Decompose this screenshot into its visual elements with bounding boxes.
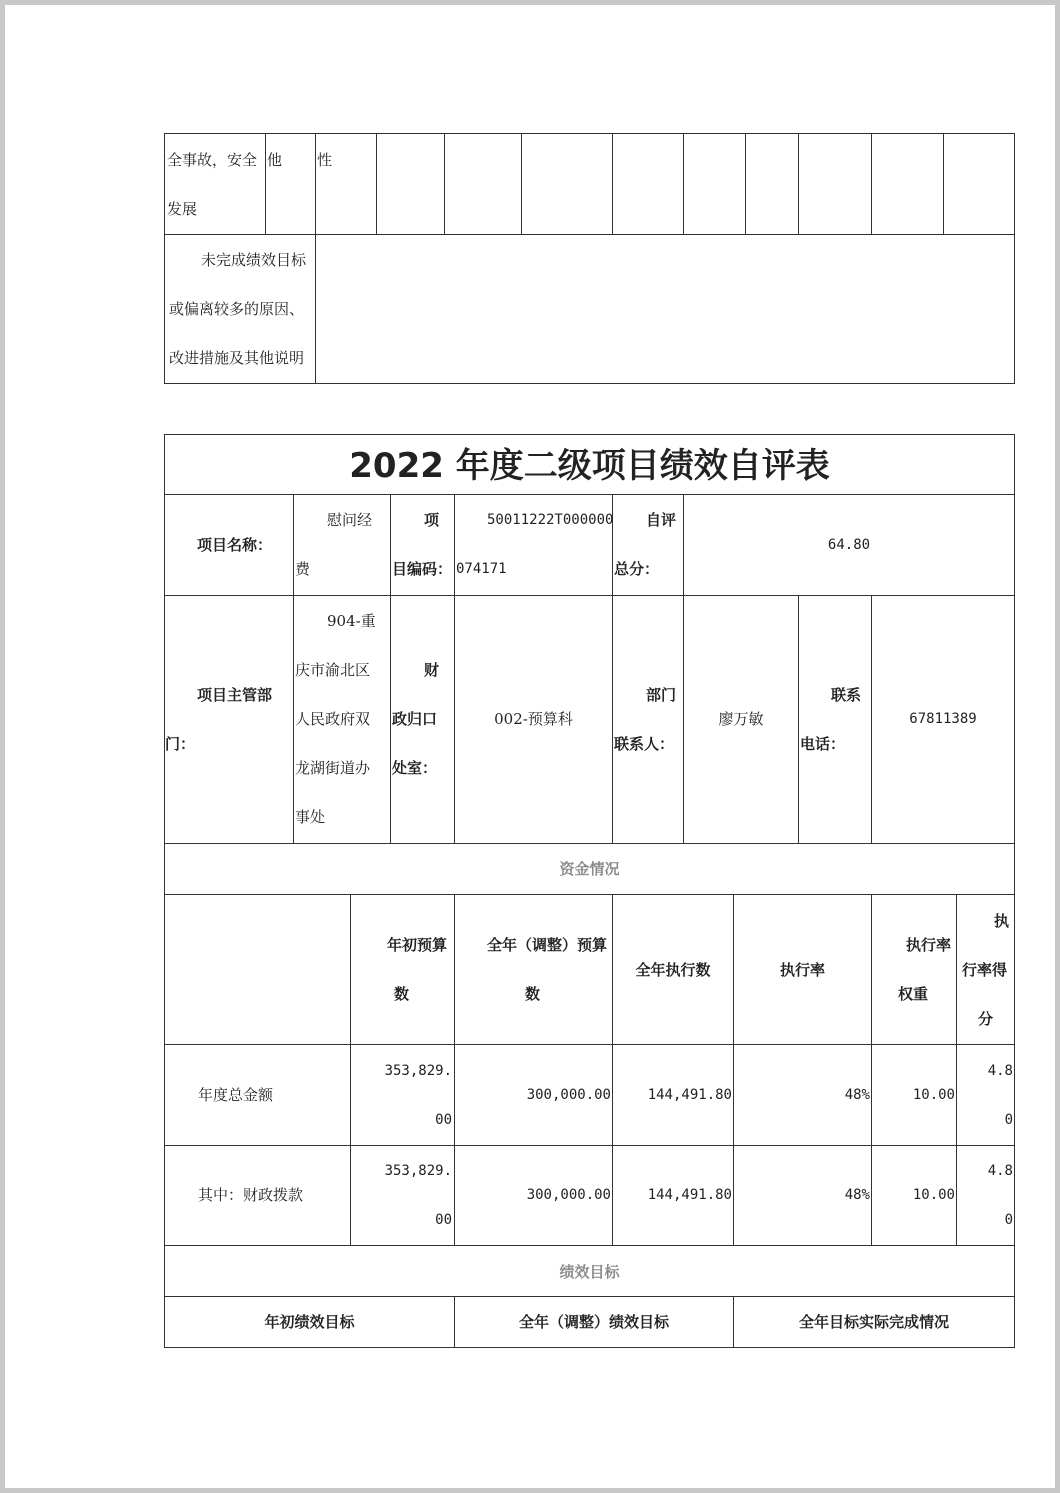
project-name-line2: 费 [295, 560, 311, 578]
header-adjusted-line1: 全年（调整）预算 [487, 936, 608, 954]
code-label-line2: 目编码： [392, 560, 453, 578]
header-weight-line1: 执行率 [906, 936, 952, 954]
targets-header-adjusted: 全年（调整）绩效目标 [518, 1313, 669, 1331]
code-label-line1: 项 [424, 511, 440, 529]
header-score-line1: 执 [994, 912, 1010, 930]
finance-label-line3: 处室： [392, 759, 438, 777]
funds-row1-adjusted: 300,000.00 [526, 1087, 611, 1103]
funds-row2-score-line2: 0 [1004, 1212, 1013, 1228]
document-page [5, 5, 1055, 1488]
funds-row2-score-line1: 4.8 [987, 1163, 1013, 1179]
dept-value-line2: 庆市渝北区 [295, 661, 371, 679]
score-value: 64.80 [827, 537, 871, 553]
phone-label-line2: 电话： [800, 735, 846, 753]
targets-header-initial: 年初绩效目标 [264, 1313, 355, 1331]
contact-label-line1: 部门 [646, 686, 677, 704]
targets-header-actual: 全年目标实际完成情况 [798, 1313, 949, 1331]
funds-row2-weight: 10.00 [912, 1187, 955, 1203]
table-title: 2022 年度二级项目绩效自评表 [349, 446, 830, 486]
score-label-line2: 总分： [614, 560, 660, 578]
project-name-line1: 慰问经 [327, 511, 373, 529]
targets-section-title: 绩效目标 [559, 1263, 620, 1281]
row1-col3: 性 [317, 151, 333, 169]
code-value-line1: 50011222T000000 [487, 512, 614, 528]
unfinished-reason-line2: 或偏离较多的原因、 [169, 300, 305, 318]
header-score-line3: 分 [978, 1010, 994, 1028]
finance-label-line1: 财 [424, 661, 440, 679]
header-score-line2: 行率得 [962, 961, 1008, 979]
code-value-line2: 074171 [456, 561, 507, 577]
header-initial-line2: 数 [394, 985, 410, 1003]
funds-row1-label: 年度总金额 [198, 1086, 274, 1104]
phone-label-line1: 联系 [831, 686, 862, 704]
funds-row2-initial-line1: 353,829. [384, 1163, 452, 1179]
self-evaluation-table [164, 434, 1015, 1348]
row1-col1-line1: 全事故，安全 [167, 151, 258, 169]
header-adjusted-line2: 数 [525, 985, 541, 1003]
header-initial-line1: 年初预算 [387, 936, 448, 954]
header-weight-line2: 权重 [898, 985, 929, 1003]
phone-value: 67811389 [909, 711, 977, 727]
dept-value-line5: 事处 [295, 808, 326, 826]
funds-section-title: 资金情况 [559, 860, 620, 878]
funds-row2-rate: 48% [844, 1187, 870, 1203]
dept-label-line1: 项目主管部 [197, 686, 273, 704]
funds-row1-initial-line2: 00 [435, 1112, 452, 1128]
dept-value-line1: 904-重 [327, 612, 376, 630]
finance-label-line2: 政归口 [392, 710, 438, 728]
funds-row1-initial-line1: 353,829. [384, 1063, 452, 1079]
unfinished-reason-line1: 未完成绩效目标 [201, 251, 307, 269]
row1-col1-line2: 发展 [167, 200, 198, 218]
funds-row1-executed: 144,491.80 [647, 1087, 732, 1103]
dept-value-line3: 人民政府双 [295, 710, 371, 728]
funds-row1-weight: 10.00 [912, 1087, 955, 1103]
continuation-table [164, 133, 1015, 384]
finance-value: 002-预算科 [494, 710, 573, 728]
project-name-label: 项目名称： [197, 536, 273, 554]
score-label-line1: 自评 [646, 511, 677, 529]
dept-value-line4: 龙湖街道办 [295, 759, 371, 777]
funds-row2-label: 其中：财政拨款 [198, 1186, 304, 1204]
header-executed: 全年执行数 [635, 961, 711, 979]
unfinished-reason-line3: 改进措施及其他说明 [169, 349, 305, 367]
funds-row2-executed: 144,491.80 [647, 1187, 732, 1203]
funds-row1-score-line2: 0 [1004, 1112, 1013, 1128]
header-rate: 执行率 [779, 961, 825, 979]
funds-row1-rate: 48% [844, 1087, 870, 1103]
row1-col2: 他 [267, 151, 283, 169]
funds-row2-initial-line2: 00 [435, 1212, 452, 1228]
dept-label-line2: 门： [165, 735, 196, 753]
funds-row2-adjusted: 300,000.00 [526, 1187, 611, 1203]
funds-row1-score-line1: 4.8 [987, 1063, 1013, 1079]
contact-label-line2: 联系人： [614, 735, 675, 753]
contact-value: 廖万敏 [718, 710, 764, 728]
